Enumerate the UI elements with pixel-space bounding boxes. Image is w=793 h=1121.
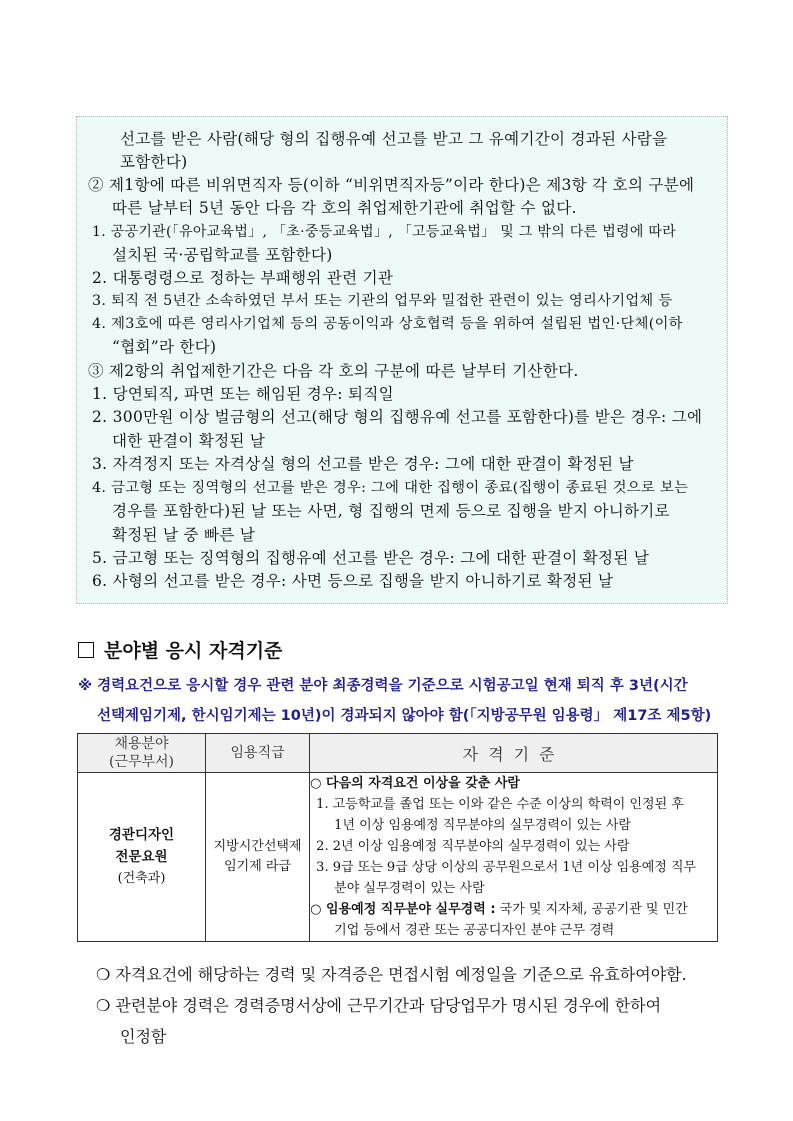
box-line: 1. 당연퇴직, 파면 또는 해임된 경우: 퇴직일 — [92, 385, 394, 403]
box-line: 경우를 포함한다)된 날 또는 사면, 형 집행의 면제 등으로 집행을 받지 아니하기로 — [112, 502, 670, 520]
header-grade: 임용직급 — [206, 734, 310, 773]
table-row — [78, 773, 718, 942]
footer-note: ❍ 관련분야 경력은 경력증명서상에 근무기간과 담당업무가 명시된 경우에 한하여 — [96, 996, 662, 1015]
box-line: 포함한다) — [120, 153, 188, 171]
box-line: ③ 제2항의 취업제한기간은 다음 각 호의 구분에 따른 날부터 기산한다. — [88, 362, 579, 380]
box-line: 4. 금고형 또는 징역형의 선고를 받은 경우: 그에 대한 집행이 종료(집행이 종료된 것으로 보는 — [92, 480, 689, 496]
footer-note: 인정함 — [120, 1027, 167, 1046]
qualification-table — [77, 733, 718, 942]
box-line: 확정된 날 중 빠른 날 — [112, 526, 256, 544]
box-line: 2. 대통령령으로 정하는 부패행위 관련 기관 — [92, 269, 394, 287]
field-cell: 경관디자인 전문요원 (건축과) — [78, 773, 206, 942]
box-line: 2. 300만원 이상 벌금형의 선고(해당 형의 집행유예 선고를 포함한다)를 받은 경우: 그에 — [92, 408, 703, 426]
box-line: 따른 날부터 5년 동안 다음 각 호의 취업제한기관에 취업할 수 없다. — [112, 199, 577, 217]
box-line: 선고를 받은 사람(해당 형의 집행유예 선고를 받고 그 유예기간이 경과된 사람을 — [120, 130, 668, 148]
notice-line: ※ 경력요건으로 응시할 경우 관련 분야 최종경력을 기준으로 시험공고일 현재 퇴직 후 3년(시간 — [78, 678, 688, 694]
box-line: 대한 판결이 확정된 날 — [112, 432, 266, 450]
box-line: 설치된 국·공립학교를 포함한다) — [112, 246, 333, 264]
header-field: 채용분야 (근무부서) — [78, 734, 206, 773]
box-line: 5. 금고형 또는 징역형의 집행유예 선고를 받은 경우: 그에 대한 판결이 확정된 날 — [92, 549, 650, 567]
box-line: 3. 퇴직 전 5년간 소속하였던 부서 또는 기관의 업무와 밀접한 관련이 있는 영리사기업체 등 — [92, 293, 673, 309]
section-title: 분야별 응시 자격기준 — [78, 636, 282, 663]
box-line: ② 제1항에 따른 비위면직자 등(이하 “비위면직자등”이라 한다)은 제3항 각 호의 구분에 — [88, 176, 695, 194]
square-bullet-icon — [78, 642, 94, 658]
notice-line: 선택제임기제, 한시임기제는 10년)이 경과되지 않아야 함(「지방공무원 임용령」 제17조 제5항) — [97, 708, 712, 724]
box-line: 1. 공공기관(「유아교육법」, 「초·중등교육법」, 「고등교육법」 및 그 밖의 다른 법령에 따라 — [92, 224, 677, 240]
footer-note: ❍ 자격요건에 해당하는 경력 및 자격증은 면접시험 예정일을 기준으로 유효하여야함. — [96, 965, 687, 984]
box-line: 4. 제3호에 따른 영리사기업체 등의 공동이익과 상호협력 등을 위하여 설립된 법인·단체(이하 — [92, 316, 683, 332]
header-criteria: 자격기준 — [310, 734, 718, 773]
box-line: “협회”라 한다) — [112, 338, 217, 356]
criteria-cell: ○ 다음의 자격요건 이상을 갖춘 사람 1. 고등학교를 졸업 또는 이와 같은 수준 이상의 학력이 인정된 후 1년 이상 임용예정 직무분야의 실무경력이 있는 사람 2. 2년 이상 임용예정 직무분야의 실무경력이 있는 사람 3. 9급 또는 9급 상당 이상의 공무원으로서 1년 이상 임용예정 직무 분야 실무경력이 있는 사람 ○ 임용예정 직무분야 실무경력 : 국가 및 지자체, 공공기관 및 민간 기업 등에서 경관 또는 공공디자인 분야 근무 경력 — [310, 773, 718, 942]
grade-cell: 지방시간선택제 임기제 라급 — [206, 773, 310, 942]
box-line: 3. 자격정지 또는 자격상실 형의 선고를 받은 경우: 그에 대한 판결이 확정된 날 — [92, 455, 634, 473]
box-line: 6. 사형의 선고를 받은 경우: 사면 등으로 집행을 받지 아니하기로 확정된 날 — [92, 572, 614, 590]
table-header-row — [78, 734, 718, 773]
